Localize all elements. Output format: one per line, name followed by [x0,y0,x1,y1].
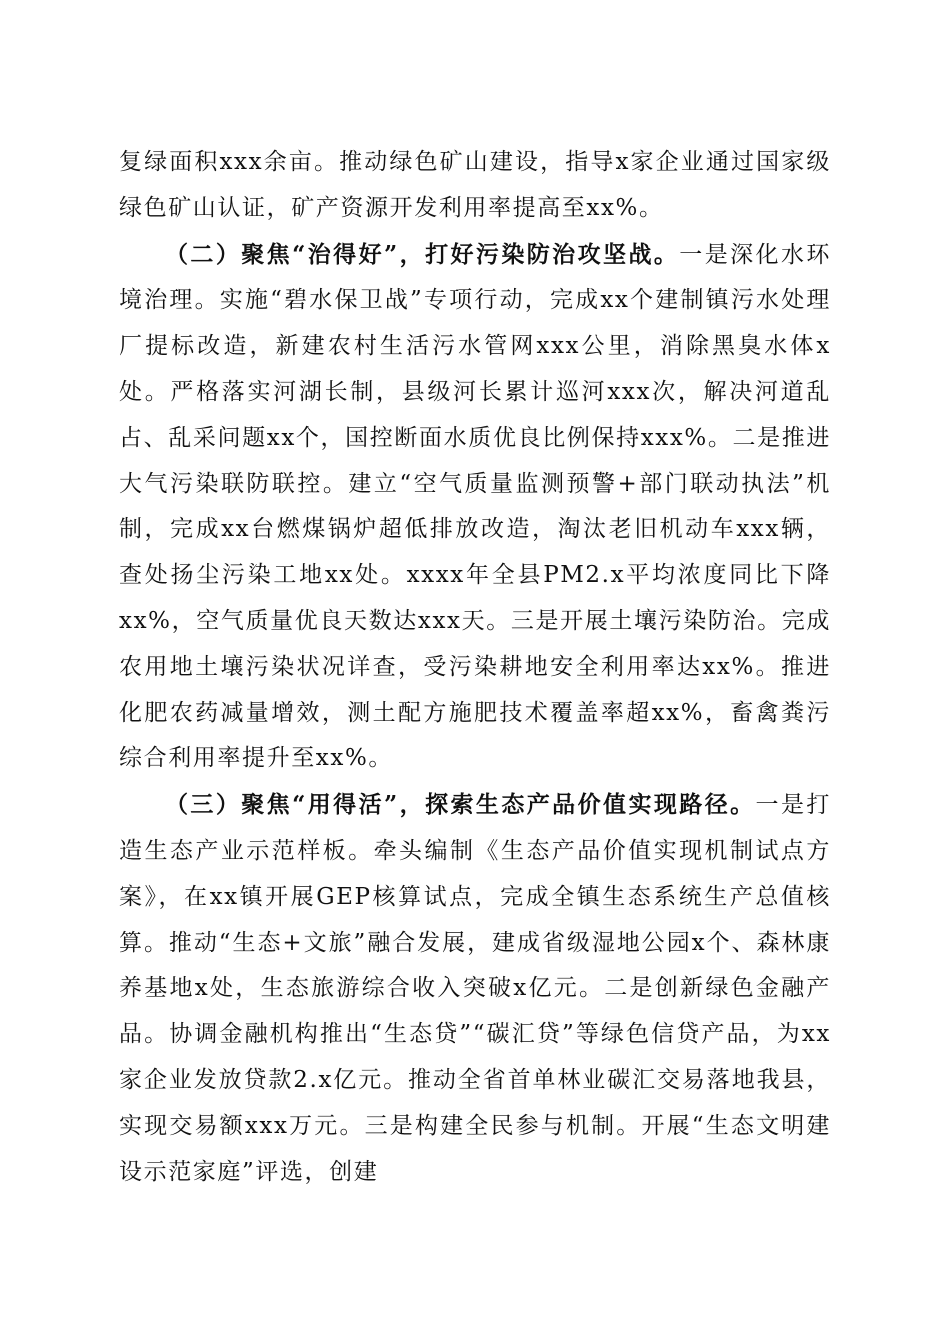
document-body [119,140,831,1195]
paragraph-text: 一是深化水环境治理。实施“碧水保卫战”专项行动，完成xx个建制镇污水处理厂提标改造，新建农村生活污水管网xxx公里，消除黑臭水体x处。严格落实河湖长制，县级河长累计巡河xxx次，解决河道乱占、乱采问题xx个，国控断面水质优良比例保持xxx%。二是推进大气污染联防联控。建立“空气质量监测预警+部门联动执法”机制，完成xx台燃煤锅炉超低排放改造，淘汰老旧机动车xxx辆，查处扬尘污染工地xx处。xxxx年全县PM2.x平均浓度同比下降xx%，空气质量优良天数达xxx天。三是开展土壤污染防治。完成农用地土壤污染状况详查，受污染耕地安全利用率达xx%。推进化肥农药减量增效，测土配方施肥技术覆盖率超xx%，畜禽粪污综合利用率提升至xx%。 [119,241,831,772]
section-heading: （三）聚焦“用得活”，探索生态产品价值实现路径。 [165,791,756,819]
paragraph-text: 复绿面积xxx余亩。推动绿色矿山建设，指导x家企业通过国家级绿色矿山认证，矿产资源开发利用率提高至xx%。 [119,149,831,221]
section-heading: （二）聚焦“治得好”，打好污染防治攻坚战。 [165,240,680,268]
paragraph-text: 一是打造生态产业示范样板。牵头编制《生态产品价值实现机制试点方案》，在xx镇开展GEP核算试点，完成全镇生态系统生产总值核算。推动“生态+文旅”融合发展，建成省级湿地公园x个、森林康养基地x处，生态旅游综合收入突破x亿元。二是创新绿色金融产品。协调金融机构推出“生态贷”“碳汇贷”等绿色信贷产品，为xx家企业发放贷款2.x亿元。推动全省首单林业碳汇交易落地我县，实现交易额xxx万元。三是构建全民参与机制。开展“生态文明建设示范家庭”评选，创建 [119,792,831,1185]
paragraph-section-3 [119,782,831,1195]
paragraph-continuation [119,140,831,232]
paragraph-section-2 [119,232,831,783]
